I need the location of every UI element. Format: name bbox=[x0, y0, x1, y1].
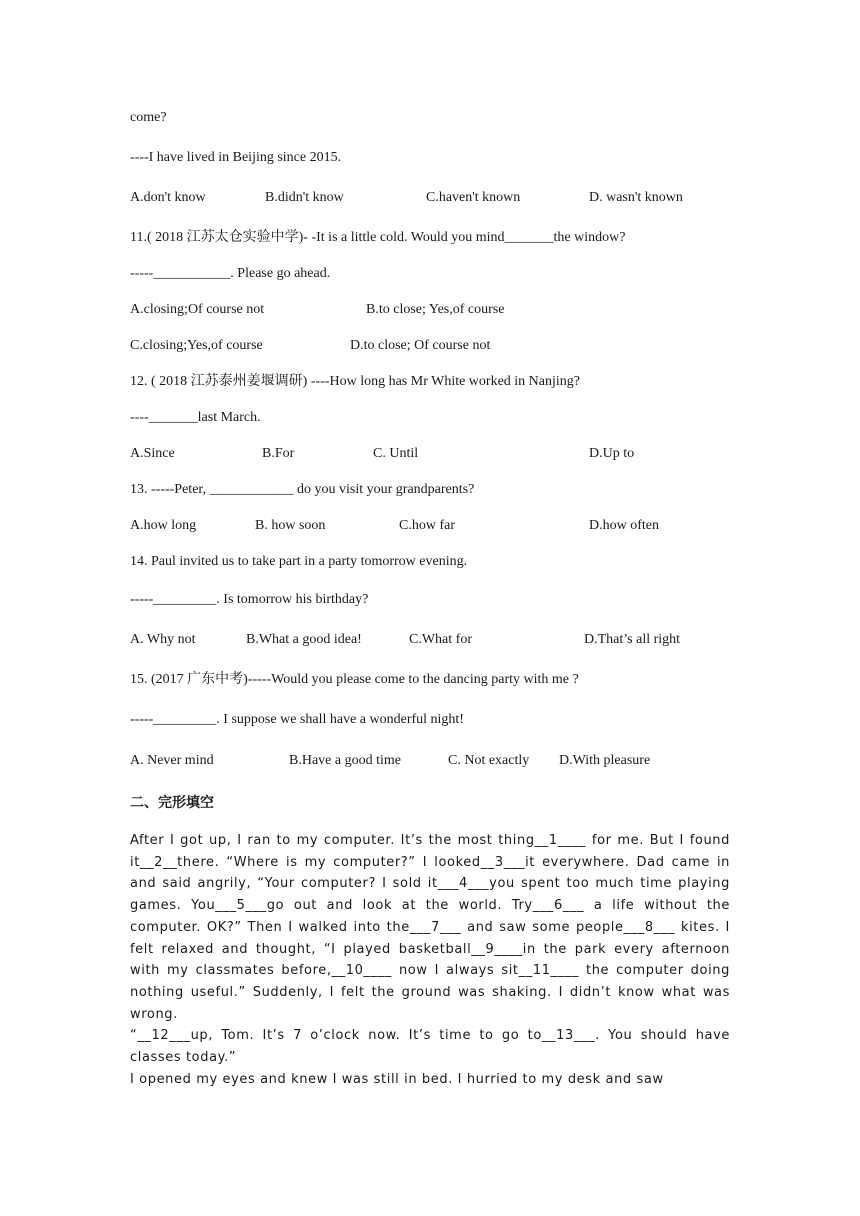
option-d: D.to close; Of course not bbox=[350, 338, 491, 353]
question-15-stem: 15. (2017 广东中考)-----Would you please come to the dancing party with me ? bbox=[130, 672, 579, 687]
question-14-stem: 14. Paul invited us to take part in a party tomorrow evening. bbox=[130, 554, 468, 569]
option-a: A.don't know bbox=[130, 190, 206, 205]
question-11-answer-line: -----___________. Please go ahead. bbox=[130, 266, 331, 281]
option-c: C.closing;Yes,of course bbox=[130, 338, 263, 353]
option-a: A.Since bbox=[130, 446, 175, 461]
option-c: C. Until bbox=[373, 446, 419, 461]
question-12-answer-line: ----_______last March. bbox=[130, 410, 261, 425]
question-15-answer-line: -----_________. I suppose we shall have a wonderful night! bbox=[130, 712, 464, 727]
option-d: D.Up to bbox=[589, 446, 635, 461]
option-a: A.how long bbox=[130, 518, 197, 533]
passage-paragraph: “__12___up, Tom. It’s 7 o’clock now. It’s time to go to__13___. You should have classes today.” bbox=[130, 1028, 730, 1066]
option-b: B.For bbox=[262, 446, 295, 461]
question-14-answer-line: -----_________. Is tomorrow his birthday? bbox=[130, 592, 369, 607]
question-11-stem: 11.( 2018 江苏太仓实验中学)- -It is a little cold. Would you mind_______the window? bbox=[130, 230, 626, 245]
passage-paragraph: I opened my eyes and knew I was still in bed. I hurried to my desk and saw bbox=[130, 1071, 664, 1087]
passage-paragraph: After I got up, I ran to my computer. It’s the most thing__1____ for me. But I found it__2__there. “Where is my computer?” I looked__3___it everywhere. Dad came in and said angrily, “Your computer? I sold it___4___you spent too much time playing games. You___5___go out and look at the world. Try___6___ a life without the computer. OK?” Then I walked into the___7___ and saw some people___8___ kites. I felt relaxed and thought, “I played basketball__9____in the park every afternoon with my classmates before,__10____ now I always sit__11____ the computer doing nothing useful.” Suddenly, I felt the ground was shaking. I didn’t know what was wrong. bbox=[130, 833, 730, 1022]
option-c: C.how far bbox=[399, 518, 455, 533]
option-b: B. how soon bbox=[255, 518, 326, 533]
option-d: D.That’s all right bbox=[584, 632, 681, 647]
option-d: D. wasn't known bbox=[589, 190, 683, 205]
option-b: B.Have a good time bbox=[289, 753, 401, 768]
option-a: A. Never mind bbox=[130, 753, 214, 768]
option-c: C.What for bbox=[409, 632, 472, 647]
option-b: B.What a good idea! bbox=[246, 632, 362, 647]
question-10-answer-line: ----I have lived in Beijing since 2015. bbox=[130, 150, 342, 165]
option-d: D.how often bbox=[589, 518, 659, 533]
cloze-passage bbox=[130, 830, 730, 1090]
option-a: A.closing;Of course not bbox=[130, 302, 265, 317]
option-c: C.haven't known bbox=[426, 190, 521, 205]
option-b: B.to close; Yes,of course bbox=[366, 302, 505, 317]
option-c: C. Not exactly bbox=[448, 753, 530, 768]
option-b: B.didn't know bbox=[265, 190, 344, 205]
section-heading: 二、完形填空 bbox=[130, 795, 214, 811]
option-d: D.With pleasure bbox=[559, 753, 651, 768]
option-a: A. Why not bbox=[130, 632, 196, 647]
question-13-stem: 13. -----Peter, ____________ do you visit your grandparents? bbox=[130, 482, 475, 497]
question-12-stem: 12. ( 2018 江苏泰州姜堰调研) ----How long has Mr White worked in Nanjing? bbox=[130, 374, 581, 389]
question-10-stem-end: come? bbox=[130, 110, 167, 125]
